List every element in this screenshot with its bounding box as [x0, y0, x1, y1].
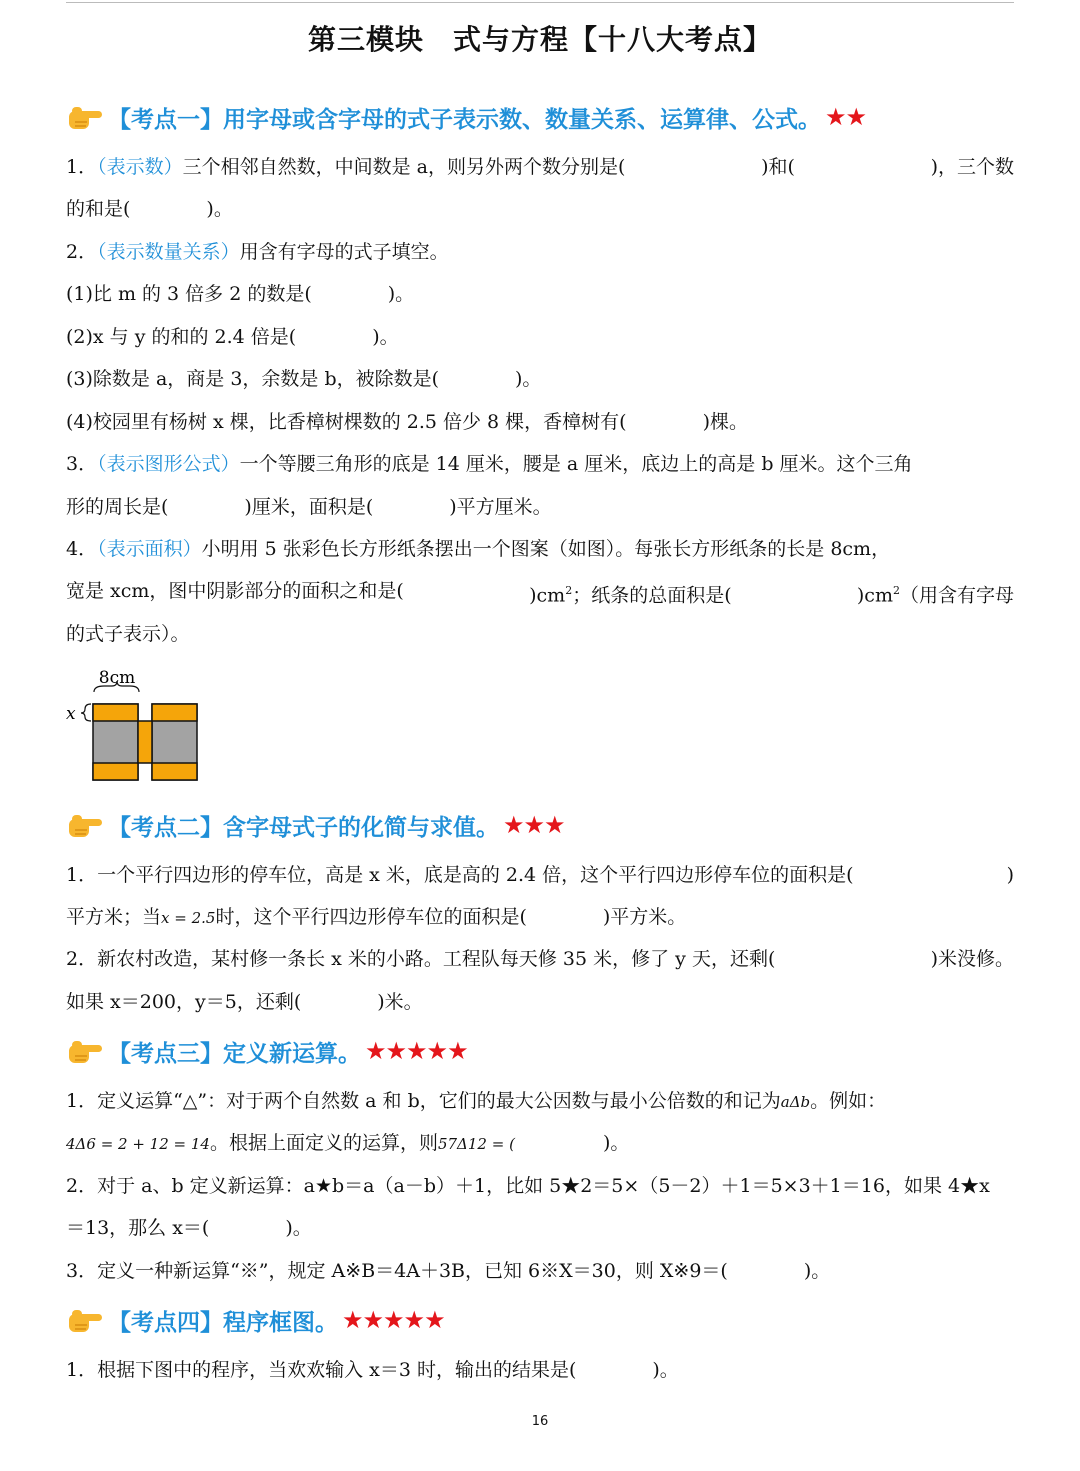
- section-heading-3: [66, 1029, 468, 1073]
- question-text: )米没修。: [930, 948, 1014, 970]
- question-text: 小明用 5 张彩色长方形纸条摆出一个图案（如图）。每张长方形纸条的长是 8cm，: [201, 538, 891, 560]
- pointing-hand-icon: [66, 810, 104, 840]
- question-text: （用含有字母: [899, 584, 1014, 607]
- question-1-4-line-3: 的式子表示）。: [66, 623, 190, 645]
- question-1-2-part-2: (2)x 与 y 的和的 2.4 倍是( )。: [66, 326, 399, 348]
- question-1-2-part-3: (3)除数是 a，商是 3，余数是 b，被除数是( )。: [66, 368, 542, 390]
- paper-strip: [93, 704, 138, 721]
- question-2-1-line-2: [66, 904, 686, 931]
- question-number: 1．: [66, 156, 98, 178]
- question-text: 用含有字母的式子填空。: [239, 241, 449, 263]
- question-2-2-line-2: 如果 x＝200，y＝5，还剩( )米。: [66, 991, 423, 1013]
- difficulty-stars: ★★★: [503, 811, 565, 839]
- pointing-hand-icon: [66, 102, 104, 132]
- question-1-4-line-1: [66, 536, 890, 562]
- strip-length-label: 8cm: [98, 668, 136, 688]
- difficulty-stars: ★★★★★: [365, 1037, 468, 1065]
- section-label: 【考点二】含字母式子的化简与求值。: [108, 814, 499, 841]
- section-label: 【考点三】定义新运算。: [108, 1040, 361, 1067]
- math-expression: aΔb: [780, 1093, 811, 1111]
- question-text: 。根据上面定义的运算，则: [209, 1132, 438, 1154]
- section-label: 【考点一】用字母或含字母的式子表示数、数量关系、运算律、公式。: [108, 106, 821, 133]
- question-text: ): [1006, 864, 1014, 886]
- section-label: 【考点四】程序框图。: [108, 1309, 338, 1336]
- pointing-hand-icon: [66, 1305, 104, 1335]
- question-tag: （表示图形公式）: [97, 453, 240, 475]
- question-text: 平方米；当: [66, 906, 162, 928]
- question-3-1-line-2: [66, 1130, 629, 1157]
- question-text: 时，这个平行四边形停车位的面积是( )平方米。: [215, 906, 687, 928]
- math-expression: 4Δ6 = 2 + 12 = 14: [66, 1135, 210, 1153]
- question-2-2-line-1: [66, 946, 1014, 972]
- question-3-2-line-1: 2．对于 a、b 定义新运算：a★b＝a（a－b）＋1，比如 5★2＝5×（5－2）＋1＝5×3＋1＝16，如果 4★x: [66, 1175, 990, 1197]
- pointing-hand-icon: [66, 1036, 104, 1066]
- question-text: 1．定义运算“△”：对于两个自然数 a 和 b，它们的最大公因数与最小公倍数的和记为: [66, 1090, 781, 1112]
- unit-exponent: 2: [565, 584, 573, 597]
- question-text: )，三个数: [930, 156, 1014, 178]
- paper-strip: [138, 721, 152, 763]
- question-text: 。例如：: [810, 1090, 887, 1112]
- paper-strip: [152, 704, 197, 721]
- question-number: 3．: [66, 453, 98, 475]
- question-text: )。: [602, 1132, 630, 1154]
- strip-width-label: x: [66, 704, 76, 724]
- paper-strips-figure: [60, 662, 210, 786]
- question-3-3: 3．定义一种新运算“※”，规定 A※B＝4A＋3B，已知 6※X＝30，则 X※9＝( )。: [66, 1260, 831, 1282]
- question-3-1-line-1: [66, 1088, 886, 1115]
- question-2-1-line-1: [66, 862, 1014, 888]
- question-tag: （表示数量关系）: [97, 241, 240, 263]
- math-expression: 57Δ12 = (: [437, 1135, 515, 1153]
- question-1-2: [66, 239, 449, 265]
- question-1-3-line-1: [66, 451, 913, 477]
- question-1-4-line-2: [66, 578, 1014, 608]
- question-text: 三个相邻自然数，中间数是 a，则另外两个数分别是(: [182, 156, 626, 178]
- question-text: )和(: [761, 156, 795, 178]
- page-title: 第三模块 式与方程【十八大考点】: [307, 23, 772, 56]
- section-heading-1: [66, 95, 866, 139]
- unit-exponent: 2: [892, 584, 900, 597]
- question-1-2-part-1: (1)比 m 的 3 倍多 2 的数是( )。: [66, 283, 415, 305]
- question-4-1: 1．根据下图中的程序，当欢欢输入 x＝3 时，输出的结果是( )。: [66, 1359, 679, 1381]
- question-tag: （表示数）: [97, 156, 183, 178]
- math-expression: x = 2.5: [161, 909, 216, 927]
- question-1-3-line-2: 形的周长是( )厘米，面积是( )平方厘米。: [66, 496, 552, 518]
- section-heading-4: [66, 1298, 445, 1342]
- question-text: 一个等腰三角形的底是 14 厘米，腰是 a 厘米，底边上的高是 b 厘米。这个三角: [239, 453, 913, 475]
- difficulty-stars: ★★★★★: [342, 1306, 445, 1334]
- page-number: 16: [531, 1414, 549, 1429]
- question-3-2-line-2: ＝13，那么 x＝( )。: [66, 1217, 312, 1239]
- width-brace: [81, 704, 91, 721]
- question-1-2-part-4: (4)校园里有杨树 x 棵，比香樟树棵数的 2.5 倍少 8 棵，香樟树有( )棵。: [66, 411, 748, 433]
- unit-text: )cm: [529, 584, 566, 607]
- question-1-1-line-1: [66, 154, 1014, 180]
- top-rule: [66, 2, 1014, 3]
- paper-strip: [93, 763, 138, 780]
- unit-text: )cm: [856, 584, 893, 607]
- question-text: 2．新农村改造，某村修一条长 x 米的小路。工程队每天修 35 米，修了 y 天，还剩(: [66, 948, 776, 970]
- difficulty-stars: ★★: [825, 103, 867, 131]
- question-number: 2．: [66, 241, 98, 263]
- section-heading-2: [66, 803, 565, 847]
- question-tag: （表示面积）: [97, 538, 202, 560]
- question-1-1-line-2: 的和是( )。: [66, 198, 233, 220]
- paper-strip: [152, 763, 197, 780]
- question-number: 4．: [66, 538, 98, 560]
- question-text: ；纸条的总面积是(: [572, 584, 732, 607]
- question-text: 宽是 xcm，图中阴影部分的面积之和是(: [66, 580, 404, 602]
- question-text: 1．一个平行四边形的停车位，高是 x 米，底是高的 2.4 倍，这个平行四边形停车位的面积是(: [66, 864, 854, 886]
